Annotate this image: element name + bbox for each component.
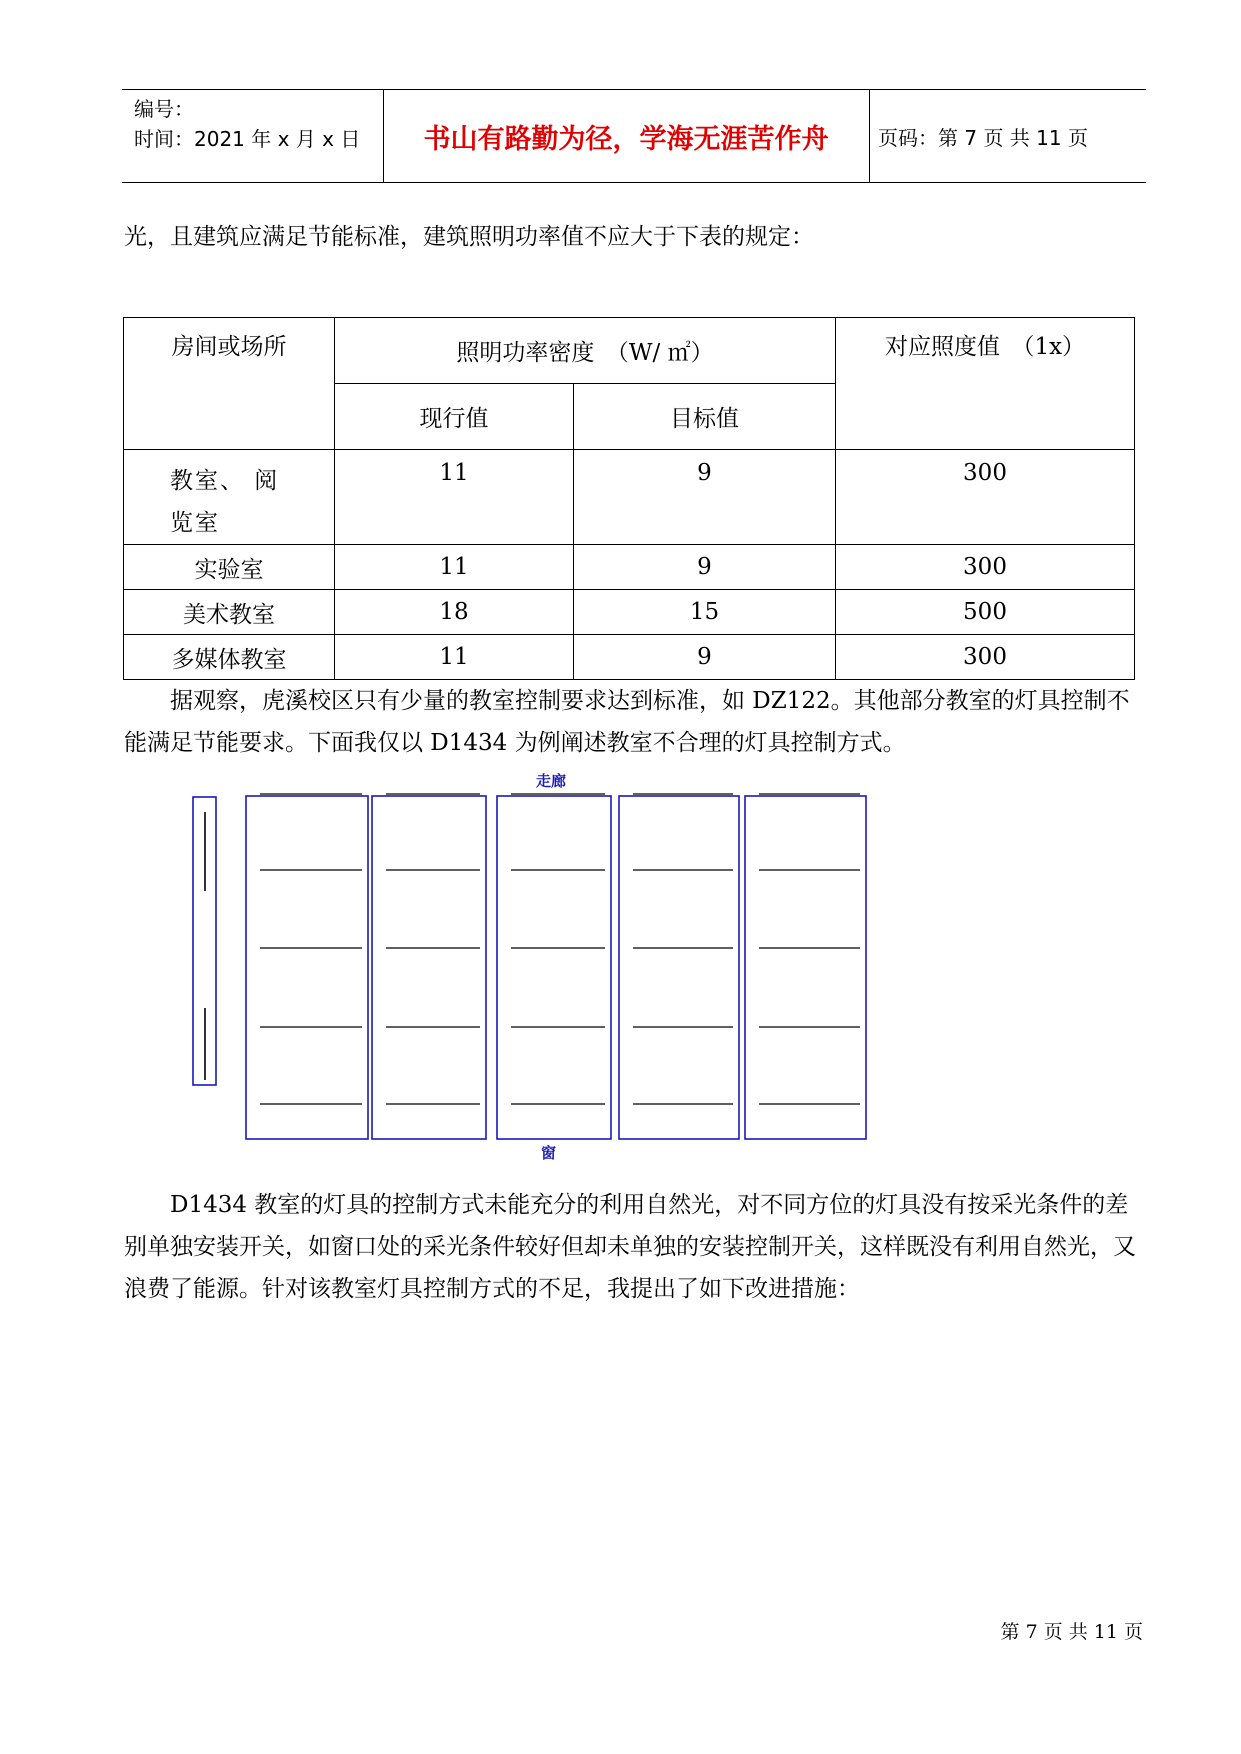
target-cell: 9 [574,545,836,590]
header-cell-illuminance: 对应照度值 （1x） [836,318,1135,450]
current-cell: 11 [335,635,574,680]
intro-paragraph: 光，且建筑应满足节能标准，建筑照明功率值不应大于下表的规定： [124,224,814,250]
illuminance-cell: 300 [836,545,1135,590]
header-meta [134,94,360,154]
header-cell-density: 照明功率密度 （W/ ㎡） [335,318,836,384]
target-cell: 9 [574,450,836,545]
window-label: 窗 [541,1144,557,1162]
lighting-power-table [123,317,1135,680]
room-cell: 多媒体教室 [124,635,335,680]
lamp-column [246,796,368,1139]
table-row [124,450,1135,545]
header-motto: 书山有路勤为径，学海无涯苦作舟 [423,123,829,155]
illuminance-cell: 500 [836,590,1135,635]
target-cell: 15 [574,590,836,635]
room-cell: 实验室 [124,545,335,590]
header-page-info: 页码：第 7 页 共 11 页 [878,125,1088,150]
classroom-lighting-diagram [180,760,870,1150]
header-cell-target: 目标值 [574,384,836,450]
room-cell: 美术教室 [124,590,335,635]
header-cell-current: 现行值 [335,384,574,450]
lamp-column [745,796,866,1139]
page-header [122,89,1146,183]
time-label: 时间：2021 年 x 月 x 日 [134,127,361,151]
header-divider [869,90,870,182]
number-label: 编号： [134,97,194,121]
current-cell: 18 [335,590,574,635]
illuminance-cell: 300 [836,450,1135,545]
corridor-label: 走廊 [536,772,567,790]
lamp-column [619,796,739,1139]
current-cell: 11 [335,450,574,545]
room-cell: 教室、 阅览室 [124,450,335,545]
lamp-column [497,796,611,1139]
table-row [124,635,1135,680]
lamp-column [372,796,486,1139]
current-cell: 11 [335,545,574,590]
target-cell: 9 [574,635,836,680]
illuminance-cell: 300 [836,635,1135,680]
page-footer: 第 7 页 共 11 页 [1000,1621,1143,1643]
analysis-paragraph: D1434 教室的灯具的控制方式未能充分的利用自然光，对不同方位的灯具没有按采光条件的差别单独安装开关，如窗口处的采光条件较好但却未单独的安装控制开关，这样既没有利用自然光，又浪费了能源。针对该教室灯具控制方式的不足，我提出了如下改进措施： [124,1192,1136,1302]
header-cell-room: 房间或场所 [124,318,335,450]
observation-paragraph: 据观察，虎溪校区只有少量的教室控制要求达到标准，如 DZ122。其他部分教室的灯具控制不能满足节能要求。下面我仅以 D1434 为例阐述教室不合理的灯具控制方式。 [124,688,1130,756]
table-row [124,545,1135,590]
table-row [124,590,1135,635]
